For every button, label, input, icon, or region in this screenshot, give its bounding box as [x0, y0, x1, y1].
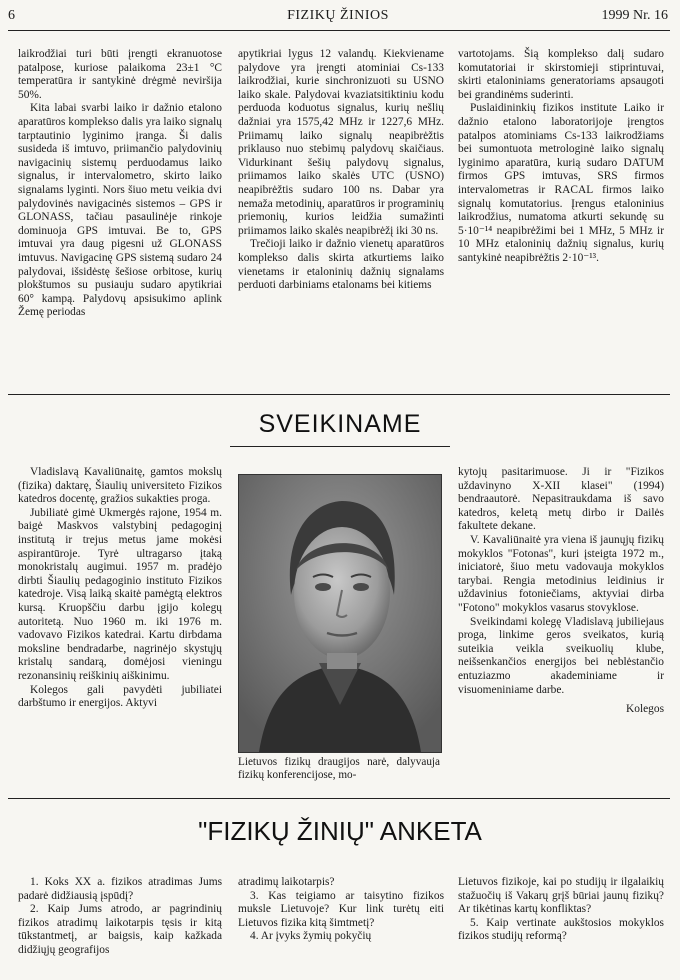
survey-question: 5. Kaip vertinate aukštosios mokyklos fizikos studijų reformą?: [458, 916, 664, 943]
greeting-paragraph: Vladislavą Kavaliūnaitę, gamtos mokslų (fizika) daktarę, Šiaulių universiteto Fizikos katedros docentę, gražios sukakties proga.: [18, 466, 222, 506]
section-rule: [8, 798, 670, 799]
greeting-paragraph: Sveikindami kolegę Vladislavą jubiliejaus proga, linkime geros sveikatos, kurią suteikia veikla sveikuolių klube, neišsenkančios energijos bei neblėstančio entuziazmo akademiniame ir visuomeniniame darbe.: [458, 615, 664, 696]
survey-question: 1. Koks XX a. fizikos atradimas Jums padarė didžiausią įspūdį?: [18, 876, 222, 902]
survey-column-1: [18, 876, 222, 958]
survey-column-3: [458, 876, 664, 944]
header-rule: [8, 30, 670, 31]
greeting-paragraph: Jubiliatė gimė Ukmergės rajone, 1954 m. baigė Maskvos valstybinį pedagoginį institutą ir trejus metus jame mokėsi aspirantūroje. Tyrė ultragarso įtaką monokristalų augimui. 1957 m. pradėjo dirbti Šiaulių pedagoginio instituto Fizikos katedroje. Visą laiką skaitė pamėgtą elektros kursą. Kruopščiu darbu įgijo kolegų autoritetą. Nuo 1960 m. iki 1976 m. vadovavo Fizikos katedrai. Kartu dirbdama moksline bendradarbe, nagrinėjo skystųjų kristalų sandarą, domėjosi vieningu rezonansinių reiškinių aiškinimu.: [18, 506, 222, 682]
greeting-paragraph: Kolegos gali pavydėti jubiliatei darbštumo ir energijos. Aktyvi: [18, 683, 222, 710]
survey-question: 3. Kas teigiamo ar taisytino fizikos muksle Lietuvoje? Kur link turėtų eiti Lietuvos fizika kitą šimtmetį?: [238, 889, 444, 929]
portrait-photo: [238, 474, 442, 753]
survey-question: 4. Ar įvyks žymių pokyčių: [250, 930, 372, 943]
survey-section-title: "FIZIKŲ ŽINIŲ" ANKETA: [198, 816, 482, 846]
greeting-paragraph: kytojų pasitarimuose. Ji ir "Fizikos uždavinyno X-XII klasei" (1994) bendraautorė. Nepasitraukdama iš savo katedros, keletą metų dirbo ir Dailės fakultete dekane.: [458, 466, 664, 533]
greeting-column-1: [18, 466, 222, 711]
greeting-section-title: SVEIKINAME: [258, 410, 422, 438]
portrait-illustration: [239, 475, 441, 752]
article-paragraph: apytikriai lygus 12 valandų. Kiekviename palydove yra įrengti atominiai Cs-133 laikrodžiai, kurie sinchronizuoti su USNO laiko skale. Palydovai kvaziatsitiktiniu kodu perduoda koduotus signalus, kurių nešlių dažniai yra 1575,42 MHz ir 1227,6 MHz. Priimamų laiko signalų neapibrėžtis priklauso nuo stebimų palydovų skaičiaus. Vidurkinant šešių palydovų signalus, priimamos laiko skalės UTC (USNO) neapibrėžtis sudaro 100 ns. Dabar yra nemaža metodinių, aparatūros ir programinių priemonių, kurios leidžia sumažinti priimamos laiko skalės neapibrėžį iki 30 ns.: [238, 48, 444, 237]
article-paragraph: Kita labai svarbi laiko ir dažnio etalono aparatūros komplekso dalis yra laiko signalų tarptautinio lyginimo įranga. Ši dalis susideda iš imtuvo, priimančio palydovinių navigacinių sistemų perduodamus laiko signalus, ir intervalometro, skirto laiko signalams lyginti. Nors šiuo metu veikia dvi palydovinės navigacinės sistemos – GPS ir GLONASS, tačiau pasaulinėje rinkoje dominuoja GPS imtuvai. Be to, GPS imtuvai yra daug pigesni už GLONASS imtuvus. Navigacinę GPS sistemą sudaro 24 palydovai, išsidėstę šešiose orbitose, kurių plokštumos su pusiauju sudaro apytikriai 60° kampą. Palydovų apsisukimo aplink Žemę periodas: [18, 102, 222, 319]
article-paragraph: vartotojams. Šią komplekso dalį sudaro komutatoriai ir skirstomieji stiprintuvai, skirti etaloniniams generatoriams apsaugoti bei grandinėms suderinti.: [458, 48, 664, 101]
masthead: FIZIKŲ ŽINIOS: [287, 8, 389, 23]
issue-label: 1999 Nr. 16: [601, 8, 668, 23]
article-paragraph: Puslaidininkių fizikos institute Laiko ir dažnio etalono laboratorijoje įrengtos patalpos atominiams Cs-133 laikrodžiams bei sumontuota metrologinė laiko signalų lyginimo aparatūra, kurią sudaro DATUM firmos GPS imtuvas, SRS firmos intervalometras ir RACAL firmos laiko signalų komutatorius. Įrengus etaloninius laikrodžius, numatoma atkurti sekundę su 5·10⁻¹⁴ neapibrėžimi bei 1 MHz, 5 MHz ir 10 MHz etaloninių dažnių signalus, kurių santykinė neapibrėžtis 2·10⁻¹³.: [458, 102, 664, 264]
page-number: 6: [8, 8, 15, 23]
article-column-1: [18, 48, 222, 320]
survey-question: 2. Kaip Jums atrodo, ar pagrindinių fizikos atradimų laikotarpis tęsis ir kitą tūkstantmetį, ar baigsis, kaip kažkada didžiųjų geografijos: [18, 903, 222, 956]
page-header: [8, 6, 668, 28]
survey-column-2: [238, 876, 444, 944]
survey-question: Lietuvos fizikoje, kai po studijų ir ilgalaikių stažuočių iš Vakarų grįš būriai jaunų fizikų? Ar tikėtinas kartų konfliktas?: [458, 876, 664, 916]
article-column-3: [458, 48, 664, 266]
greeting-paragraph: V. Kavaliūnaitė yra viena iš jaunųjų fizikų mokyklos "Fotonas", kuri įsteigta 1972 m., iniciatorė, šiuo metu vadovauja mokyklos tarybai. Rengia metodinius leidinius ir uždavinius fotoniečiams, aktyviai dirba "Fotono" mokyklos vasarus stovyklose.: [458, 533, 664, 614]
article-paragraph: laikrodžiai turi būti įrengti ekranuotose patalpose, kuriose palaikoma 23±1 °C temperatūra ir santykinė drėgmė neviršija 50%.: [18, 48, 222, 101]
greeting-signature: Kolegos: [626, 703, 664, 716]
article-paragraph: Trečioji laiko ir dažnio vienetų aparatūros komplekso dalis skirta atkurtiems laiko vienetams ir etaloninių dažnių signalams perduoti darbiniams etalonams bei kitiems: [238, 238, 444, 292]
section-rule: [8, 394, 670, 395]
photo-caption: Lietuvos fizikų draugijos narė, dalyvauja fizikų konferencijose, mo-: [238, 756, 440, 782]
article-column-2: [238, 48, 444, 293]
greeting-column-3: [458, 466, 664, 717]
survey-question: atradimų laikotarpis?: [238, 876, 335, 888]
title-underline: [230, 446, 450, 447]
